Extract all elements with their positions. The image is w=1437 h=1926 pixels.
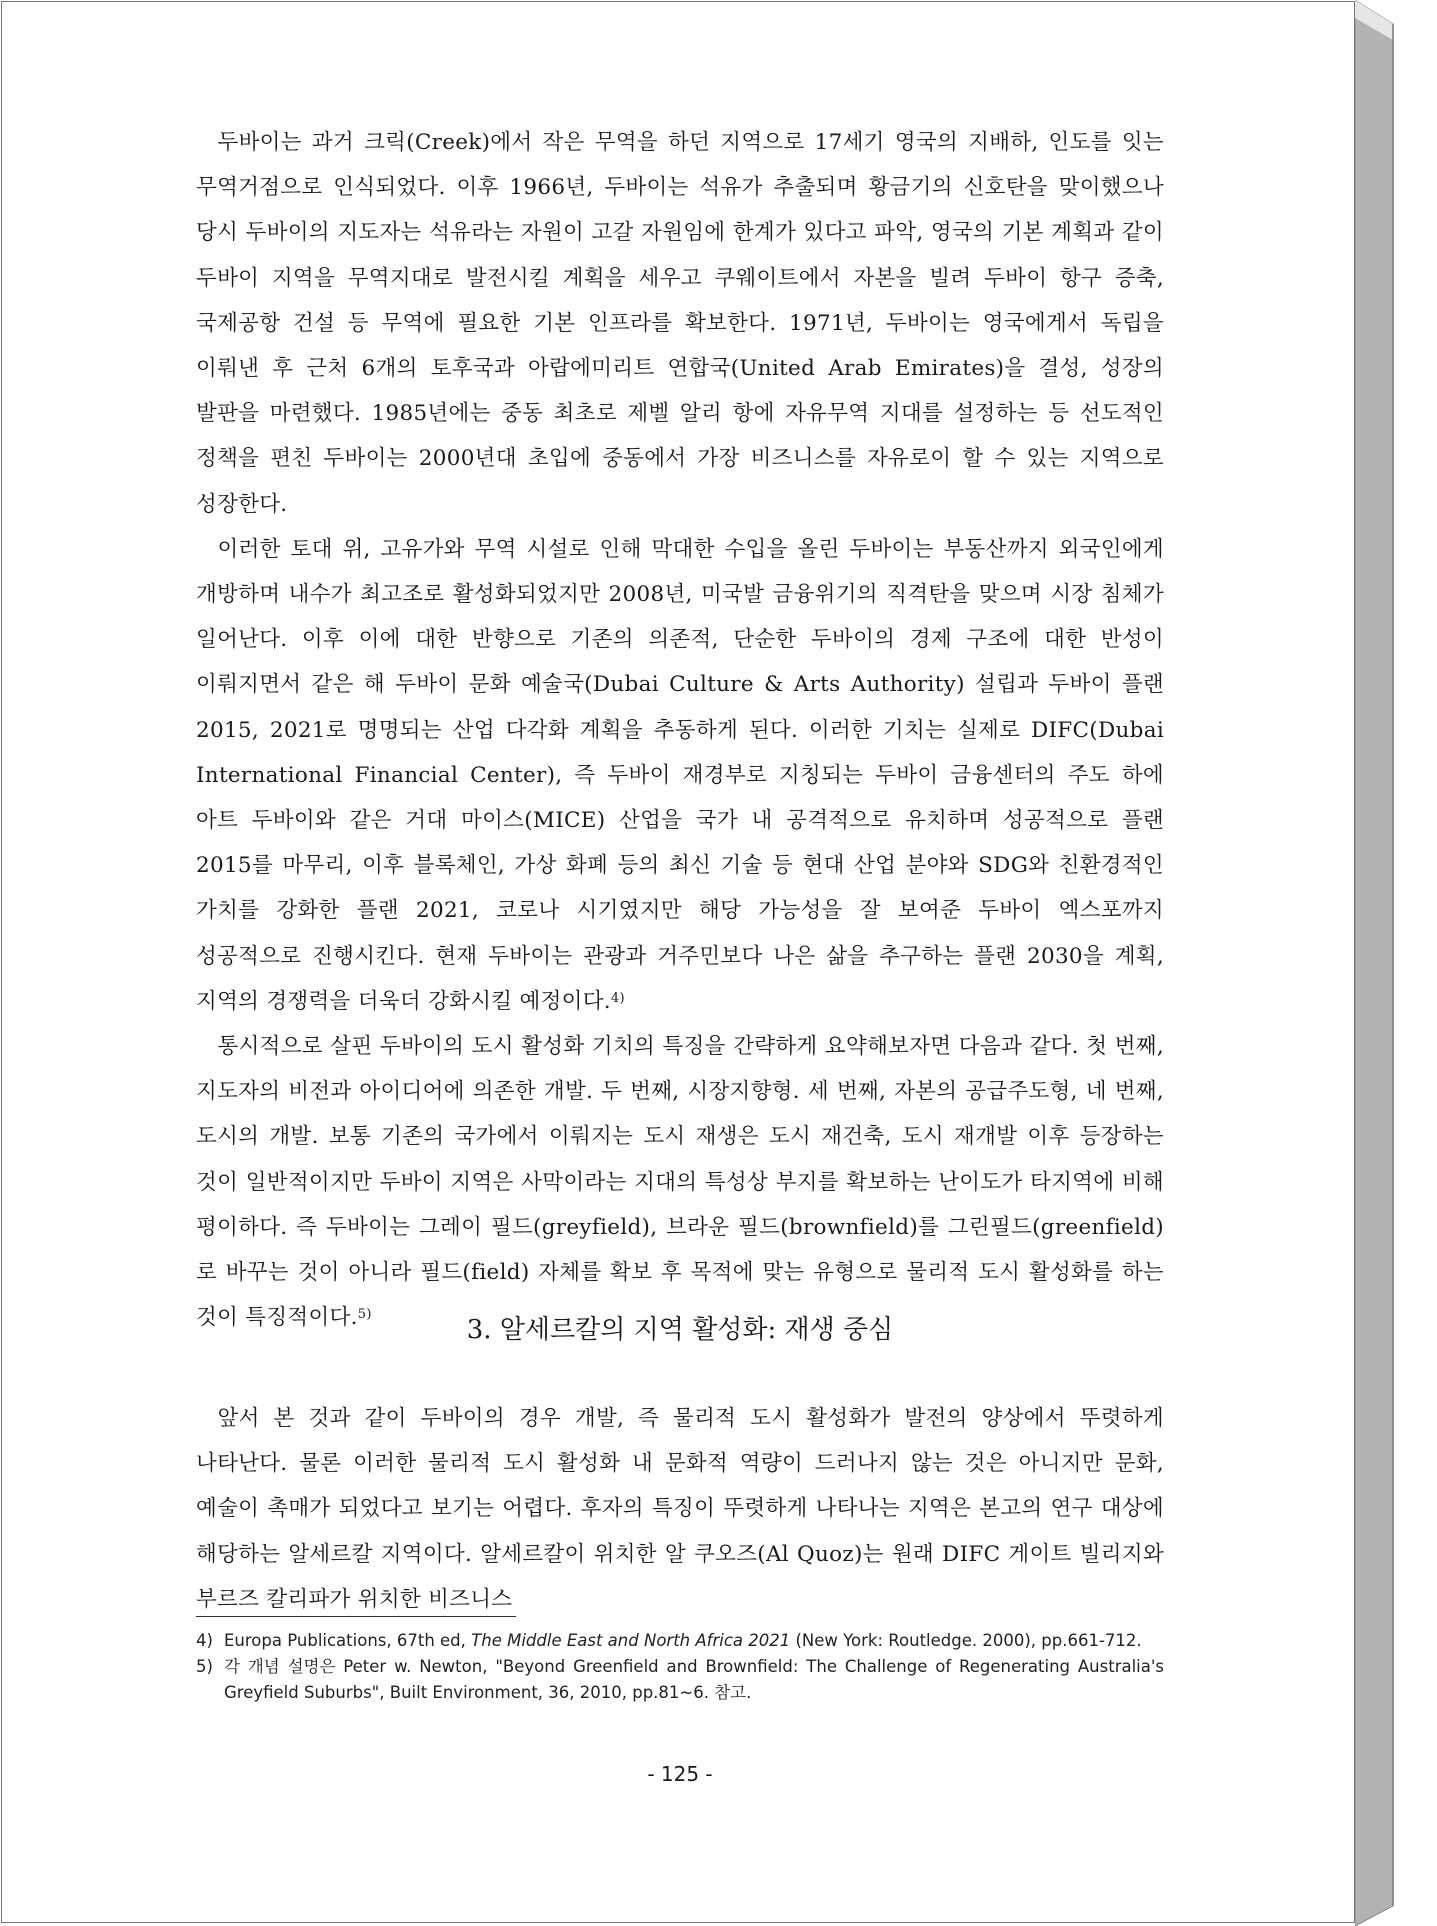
body-text xyxy=(196,120,1164,1340)
page-stack-edge xyxy=(1355,0,1435,1926)
section-heading: 3. 알세르칼의 지역 활성화: 재생 중심 xyxy=(466,1315,894,1345)
section-body xyxy=(196,1396,1164,1622)
page-number: - 125 - xyxy=(647,1762,713,1786)
footnote-ref-5: 5) xyxy=(357,1307,372,1323)
footnote-4-title: The Middle East and North Africa 2021 xyxy=(471,1631,791,1650)
footnote-4 xyxy=(196,1628,1164,1654)
paragraph-1: 두바이는 과거 크릭(Creek)에서 작은 무역을 하던 지역으로 17세기 영국의 지배하, 인도를 잇는 무역거점으로 인식되었다. 이후 1966년, 두바이는 석유가 추출되며 황금기의 신호탄을 맞이했으나 당시 두바이의 지도자는 석유라는 자원이 고갈 자원임에 한계가 있다고 파악, 영국의 기본 계획과 같이 두바이 지역을 무역지대로 발전시킬 계획을 세우고 쿠웨이트에서 자본을 빌려 두바이 항구 증축, 국제공항 건설 등 무역에 필요한 기본 인프라를 확보한다. 1971년, 두바이는 영국에게서 독립을 이뤄낸 후 근처 6개의 토후국과 아랍에미리트 연합국(United Arab Emirates)을 결성, 성장의 발판을 마련했다. 1985년에는 중동 최초로 제벨 알리 항에 자유무역 지대를 설정하는 등 선도적인 정책을 편친 두바이는 2000년대 초입에 중동에서 가장 비즈니스를 자유로이 할 수 있는 지역으로 성장한다. xyxy=(196,130,1164,517)
paragraph-3-text: 통시적으로 살핀 두바이의 도시 활성화 기치의 특징을 간략하게 요약해보자면 다음과 같다. 첫 번째, 지도자의 비전과 아이디어에 의존한 개발. 두 번째, 시장지향형. 세 번째, 자본의 공급주도형, 네 번째, 도시의 개발. 보통 기존의 국가에서 이뤄지는 도시 재생은 도시 재건축, 도시 재개발 이후 등장하는 것이 일반적이지만 두바이 지역은 사막이라는 지대의 특성상 부지를 확보하는 난이도가 타지역에 비해 평이하다. 즉 두바이는 그레이 필드(greyfield), 브라운 필드(brownfield)를 그린필드(greenfield)로 바꾸는 것이 아니라 필드(field) 자체를 확보 후 목적에 맞는 유형으로 물리적 도시 활성화를 하는 것이 특징적이다. xyxy=(196,1034,1164,1331)
paragraph-2 xyxy=(196,527,1164,1024)
footnote-4-after: (New York: Routledge. 2000), pp.661-712. xyxy=(790,1631,1142,1650)
footnote-divider xyxy=(196,1616,516,1617)
footnote-ref-4: 4) xyxy=(610,990,625,1006)
paragraph-2-text: 이러한 토대 위, 고유가와 무역 시설로 인해 막대한 수입을 올린 두바이는 부동산까지 외국인에게 개방하며 내수가 최고조로 활성화되었지만 2008년, 미국발 금융위기의 직격탄을 맞으며 시장 침체가 일어난다. 이후 이에 대한 반향으로 기존의 의존적, 단순한 두바이의 경제 구조에 대한 반성이 이뤄지면서 같은 해 두바이 문화 예술국(Dubai Culture & Arts Authority) 설립과 두바이 플랜 2015, 2021로 명명되는 산업 다각화 계획을 추동하게 된다. 이러한 기치는 실제로 DIFC(Dubai International Financial Center), 즉 두바이 재경부로 지칭되는 두바이 금융센터의 주도 하에 아트 두바이와 같은 거대 마이스(MICE) 산업을 국가 내 공격적으로 유치하며 성공적으로 플랜 2015를 마무리, 이후 블록체인, 가상 화폐 등의 최신 기술 등 현대 산업 분야와 SDG와 친환경적인 가치를 강화한 플랜 2021, 코로나 시기였지만 해당 가능성을 잘 보여준 두바이 엑스포까지 성공적으로 진행시킨다. 현재 두바이는 관광과 거주민보다 나은 삶을 추구하는 플랜 2030을 계획, 지역의 경쟁력을 더욱더 강화시킬 예정이다. xyxy=(196,536,1164,1014)
footnote-number: 5) xyxy=(196,1657,213,1676)
paragraph-4: 앞서 본 것과 같이 두바이의 경우 개발, 즉 물리적 도시 활성화가 발전의 양상에서 뚜렷하게 나타난다. 물론 이러한 물리적 도시 활성화 내 문화적 역량이 드러나지 않는 것은 아니지만 문화, 예술이 촉매가 되었다고 보기는 어렵다. 후자의 특징이 뚜렷하게 나타나는 지역은 본고의 연구 대상에 해당하는 알세르칼 지역이다. 알세르칼이 위치한 알 쿠오즈(Al Quoz)는 원래 DIFC 게이트 빌리지와 부르즈 칼리파가 위치한 비즈니스 xyxy=(196,1406,1164,1612)
footnote-text xyxy=(224,1628,1164,1654)
paragraph-3 xyxy=(196,1024,1164,1340)
footnote-text: 각 개념 설명은 Peter w. Newton, "Beyond Greenfield and Brownfield: The Challenge of Regenerating Australia's Greyfield Suburbs", Built Environment, 36, 2010, pp.81~6. 참고. xyxy=(224,1657,1164,1702)
footnote-number: 4) xyxy=(196,1631,213,1650)
footnote-4-before: Europa Publications, 67th ed, xyxy=(224,1631,472,1650)
footnotes xyxy=(196,1628,1164,1706)
footnote-5 xyxy=(196,1654,1164,1706)
